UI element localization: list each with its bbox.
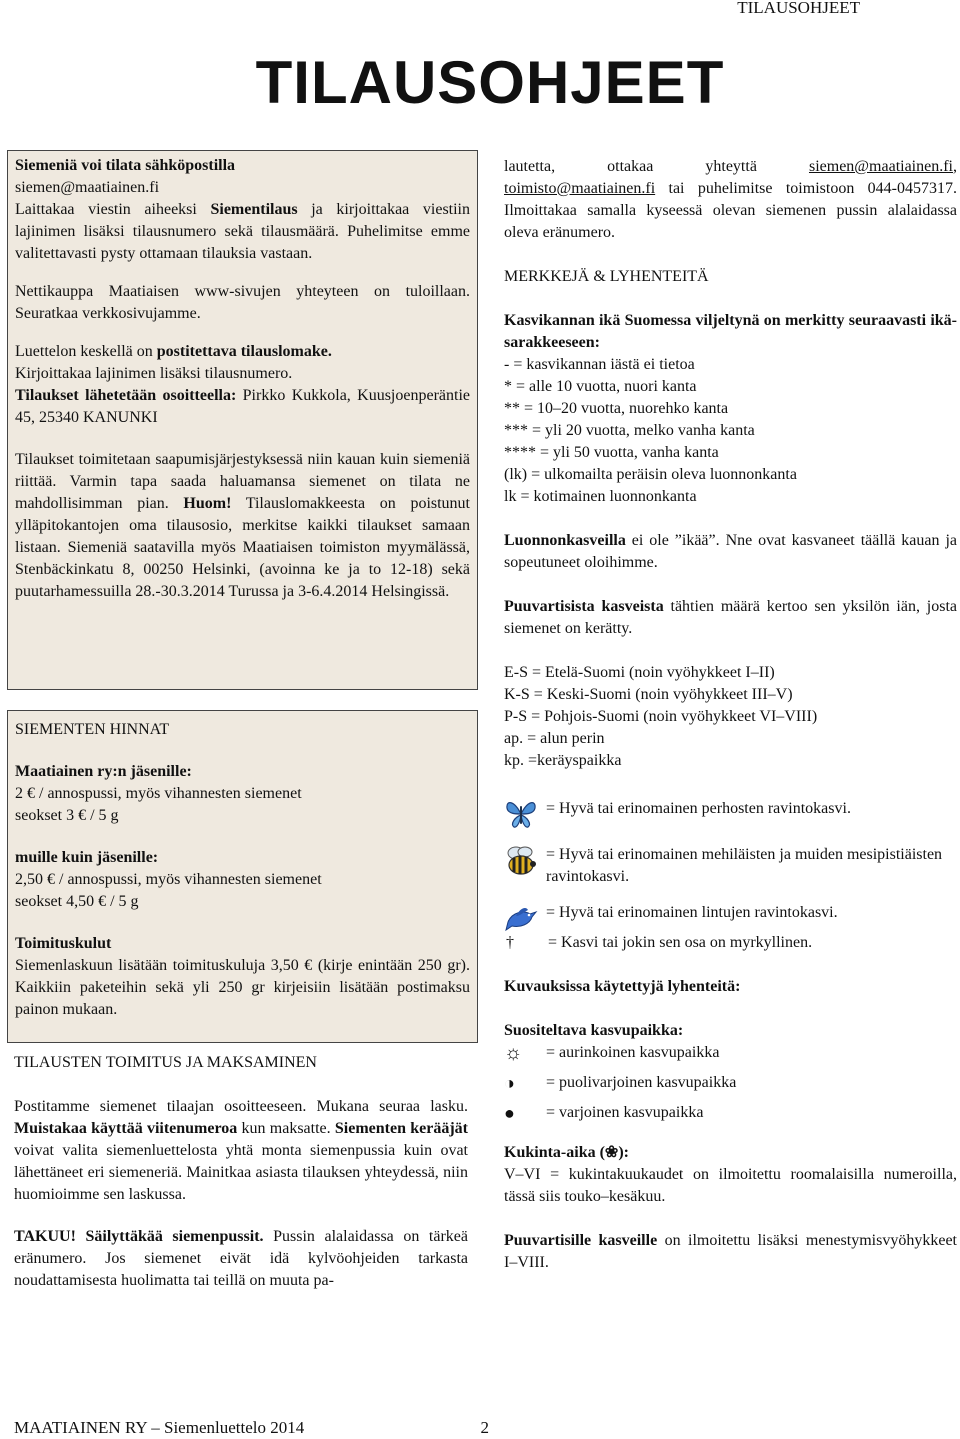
- age-heading: Kasvikannan ikä Suomessa viljeltynä on merkitty seuraavasti ikä-sarakkeeseen:: [504, 312, 957, 351]
- list-item: - = kasvikannan iästä ei tietoa: [504, 356, 695, 373]
- bloom-text: V–VI = kukintakuukaudet on ilmoitettu roomalaisilla numeroilla, tässä siis touko–kesäkuu.: [504, 1166, 957, 1205]
- shade-icon: ●: [504, 1103, 515, 1123]
- half-shade-icon: ◑: [504, 1073, 515, 1093]
- sun-icon: ☼: [504, 1042, 523, 1064]
- delivery-heading: TILAUSTEN TOIMITUS JA MAKSAMINEN: [14, 1054, 317, 1071]
- prices-box: [7, 710, 478, 1043]
- email-link-2[interactable]: toimisto@maatiainen.fi: [504, 180, 656, 197]
- bloom-heading: Kukinta-aika (❀):: [504, 1144, 629, 1161]
- list-item: kp. =keräyspaikka: [504, 752, 622, 769]
- nonmember-prices: muille kuin jäsenille: 2,50 € / annospussi, myös vihannesten siemenet seokset 4,50 € / 5 g: [15, 849, 322, 910]
- bee-icon: [504, 844, 538, 878]
- page-title: TILAUSOHJEET: [255, 49, 725, 116]
- list-item: (lk) = ulkomailta peräisin oleva luonnonkanta: [504, 466, 797, 483]
- butterfly-legend: = Hyvä tai erinomainen perhosten ravintokasvi.: [504, 798, 957, 830]
- bee-legend: = Hyvä tai erinomainen mehiläisten ja muiden mesipistiäisten ravintokasvi.: [504, 844, 957, 888]
- guarantee-paragraph: TAKUU! Säilyttäkää siemenpussit. Pussin alalaidassa on tärkeä eränumero. Jos siemenet eivät idä kylvöohjeiden tarkasta noudattamisesta huolimatta tai teillä on muuta pa-: [14, 1228, 469, 1289]
- list-item: *** = yli 20 vuotta, melko vanha kanta: [504, 422, 755, 439]
- prices-heading: SIEMENTEN HINNAT: [15, 721, 170, 738]
- running-header: TILAUSOHJEET: [737, 0, 860, 17]
- wild-plants-note: Luonnonkasveilla ei ole ”ikää”. Nne ovat kasvaneet täällä kauan ja sopeutuneet oloihimme.: [504, 532, 957, 571]
- list-item: ap. = alun perin: [504, 730, 605, 747]
- footer-text: MAATIAINEN RY – Siemenluettelo 2014: [14, 1418, 305, 1437]
- delivery-order-paragraph: Tilaukset toimitetaan saapumisjärjestyksessä niin kauan kuin siemeniä riittää. Varmin tapa saada haluamansa siemenet on tilata ne mahdollisimman pian. Huom! Tilauslomakkeesta on poistunut ylläpitokantojen oma tilausosio, merkitse kaikki tilaukset samaan listaan. Siemeniä saatavilla myös Maatiaisen toimiston myymälässä, Stenbäckinkatu 8, 00250 Helsinki, (avoinna ke ja to 12-18) sekä puutarhamessuilla 28.-30.3.2014 Turussa ja 3-6.4.2014 Helsingissä.: [15, 451, 471, 600]
- ordering-info-box: [7, 150, 478, 690]
- halfshade-legend: ◑ = puolivarjoinen kasvupaikka: [504, 1073, 737, 1093]
- contact-paragraph: lautetta, ottakaa yhteyttä siemen@maatiainen.fi, toimisto@maatiainen.fi tai puhelimitse toimistoon 044-0457317. Ilmoittakaa samalla kyseessä olevan siemenen pussin alalaidassa oleva eränumero.: [504, 158, 957, 241]
- list-item: E-S = Etelä-Suomi (noin vyöhykkeet I–II): [504, 664, 775, 681]
- page-number: 2: [480, 1418, 489, 1437]
- sun-legend: ☼ = aurinkoinen kasvupaikka: [504, 1042, 720, 1064]
- woody-plants-note: Puuvartisista kasveista tähtien määrä kertoo sen yksilön iän, josta siemenet on kerätty.: [504, 598, 957, 637]
- shipping-costs: Toimituskulut Siemenlaskuun lisätään toimituskuluja 3,50 € (kirje enintään 250 gr). Kaikkiin paketeihin sekä yli 250 gr kirjeisiin lisätään postimaksu painon mukaan.: [15, 935, 470, 1018]
- cross-icon: †: [506, 934, 514, 951]
- age-list: [504, 354, 957, 508]
- email-paragraph: Siemeniä voi tilata sähköpostilla siemen@maatiainen.fi Laittakaa viestin aiheeksi Siementilaus ja kirjoittakaa viestiin lajinimen lisäksi tilausnumero sekä tilausmäärä. Puhelimitse emme valitettavasti pysty ottamaan tilauksia vastaan.: [15, 157, 470, 262]
- marks-heading: MERKKEJÄ & LYHENTEITÄ: [504, 268, 709, 285]
- email-link[interactable]: siemen@maatiainen.fi: [15, 179, 160, 196]
- webshop-paragraph: Nettikauppa Maatiaisen www-sivujen yhteyteen on tuloillaan. Seuratkaa verkkosivujamme.: [15, 283, 470, 322]
- member-prices: Maatiainen ry:n jäsenille: 2 € / annospussi, myös vihannesten siemenet seokset 3 € / 5 g: [15, 763, 302, 824]
- list-item: P-S = Pohjois-Suomi (noin vyöhykkeet VI–VIII): [504, 708, 818, 725]
- bird-legend: = Hyvä tai erinomainen lintujen ravintokasvi.: [504, 902, 957, 932]
- place-heading: Suositeltava kasvupaikka:: [504, 1022, 684, 1039]
- mail-order-paragraph: Luettelon keskellä on postitettava tilauslomake. Kirjoittakaa lajinimen lisäksi tilausnumero. Tilaukset lähetetään osoitteella: Pirkko Kukkola, Kuusjoenperäntie 45, 25340 KANUNKI: [15, 343, 470, 426]
- delivery-section: [14, 1052, 468, 1292]
- bird-icon: [504, 902, 538, 932]
- right-column: [504, 156, 957, 1274]
- list-item: ** = 10–20 vuotta, nuorehko kanta: [504, 400, 729, 417]
- abbr-heading: Kuvauksissa käytettyjä lyhenteitä:: [504, 978, 741, 995]
- poison-legend: † = Kasvi tai jokin sen osa on myrkyllinen.: [504, 932, 957, 954]
- list-item: K-S = Keski-Suomi (noin vyöhykkeet III–V): [504, 686, 793, 703]
- delivery-paragraph: Postitamme siemenet tilaajan osoitteeseen. Mukana seuraa lasku. Muistakaa käyttää viitenumeroa kun maksatte. Siementen kerääjät voivat valita siemenluettelosta yhtä monta siemenpussia kuin ovat lähettäneet eri siemeneriä. Mainitkaa asiasta tilauksen yhteydessä, niin huomioimme sen laskussa.: [14, 1098, 468, 1203]
- page-footer: [14, 1418, 489, 1438]
- email-link-1[interactable]: siemen@maatiainen.fi: [808, 158, 953, 175]
- hardiness-note: Puuvartisille kasveille on ilmoitettu lisäksi menestymisvyöhykkeet I–VIII.: [504, 1232, 957, 1271]
- shade-legend: ● = varjoinen kasvupaikka: [504, 1103, 704, 1123]
- butterfly-icon: [504, 798, 538, 830]
- list-item: **** = yli 50 vuotta, vanha kanta: [504, 444, 719, 461]
- zone-list: [504, 662, 957, 772]
- list-item: * = alle 10 vuotta, nuori kanta: [504, 378, 697, 395]
- list-item: lk = kotimainen luonnonkanta: [504, 488, 697, 505]
